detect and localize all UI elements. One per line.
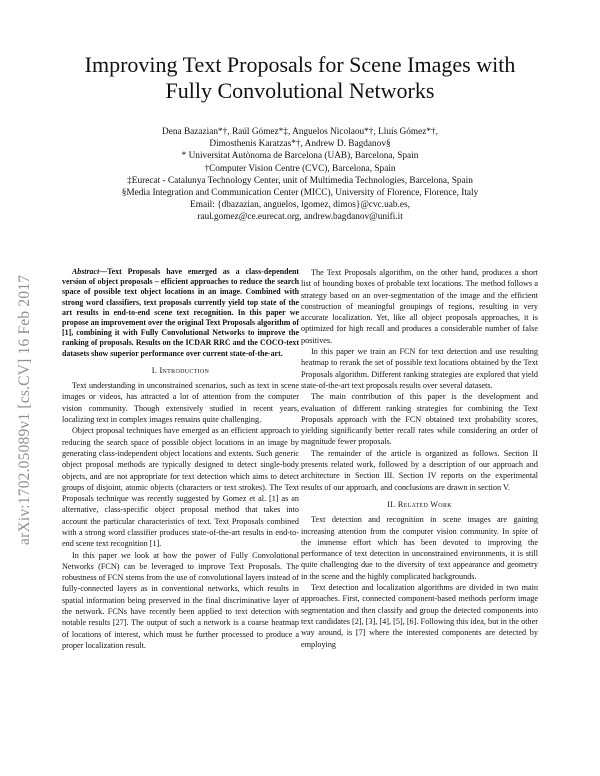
authors-line-2: Dimosthenis Karatzas*†, Andrew D. Bagdanov§ (209, 139, 391, 150)
email-line-1: Email: {dbazazian, anguelos, lgomez, dimos}@cvc.uab.es, (190, 200, 410, 211)
left-column (62, 267, 299, 651)
title-line-2: Fully Convolutional Networks (165, 78, 435, 103)
author-affiliation-block (100, 126, 500, 224)
intro-paragraph-3: In this paper we look at how the power of Fully Convolutional Networks (FCN) can be leveraged to improve Text Proposals. The robustness of FCN stems from the use of convolutional layers instead of fully-connected layers as in conventional networks, which results in spatial information being preserved in the final discriminative layer of the network. FCNs have recently been applied to text detection with notable results [27]. The output of such a network is a coarse heatmap of locations of interest, which must be further processed to produce a proper localization result. (62, 550, 299, 650)
affiliation-uab: * Universitat Autònoma de Barcelona (UAB), Barcelona, Spain (181, 151, 419, 162)
affiliation-micc: §Media Integration and Communication Center (MICC), University of Florence, Florence, Italy (121, 188, 479, 199)
email-line-2: raul.gomez@ce.eurecat.org, andrew.bagdanov@unifi.it (197, 212, 403, 223)
arxiv-identifier-stamp: arXiv:1702.05089v1 [cs.CV] 16 Feb 2017 (16, 274, 33, 545)
affiliation-cvc: †Computer Vision Centre (CVC), Barcelona, Spain (204, 163, 396, 174)
abstract-label: Abstract (72, 267, 100, 276)
intro-paragraph-2: Object proposal techniques have emerged as an efficient approach to reducing the search space of possible object locations in an image by generating class-independent object locations and extents. Such generic object proposal methods are typically designed to detect single-body objects, and are not appropriate for text detection which aims to detect groups of disjoint, atomic objects (characters or text strokes). The Text Proposals technique was recently suggested by Gomez et al. [1] as an alternative, class-specific object proposal method that takes into account the particular characteristics of text. Text Proposals combined with a strong word classifier produces state-of-the-art results in end-to-end scene text recognition [1]. (62, 426, 299, 549)
abstract (62, 267, 299, 359)
title-line-1: Improving Text Proposals for Scene Images with (84, 52, 516, 77)
right-column (301, 267, 538, 650)
intro-paragraph-4: The Text Proposals algorithm, on the other hand, produces a short list of bounding boxes of probable text locations. The method follows a strategy based on an over-segmentation of the image and the efficient construction of meaningful groupings of regions, resulting in very accurate localization. Yet, like all object proposals approaches, it is optimized for high recall and produces a considerable number of false positives. (301, 268, 538, 345)
related-paragraph-1: Text detection and recognition in scene images are gaining increasing attention from the computer vision community. In spite of the immense effort which has been devoted to improving the performance of text detection in unconstrained environments, it is still quite challenging due to the diversity of text appearance and geometry in the scene and the highly complicated backgrounds. (301, 515, 538, 581)
abstract-text: —Text Proposals have emerged as a class-dependent version of object proposals – efficient approaches to reduce the search space of possible text object locations in an image. Combined with strong word classifiers, text proposals currently yield top state of the art results in end-to-end scene text recognition. In this paper we propose an improvement over the original Text Proposals algorithm of [1], combining it with Fully Convolutional Networks to improve the ranking of proposals. Results on the ICDAR RRC and the COCO-text datasets show superior performance over current state-of-the-art. (62, 267, 299, 358)
intro-paragraph-1: Text understanding in unconstrained scenarios, such as text in scene images or videos, has attracted a lot of attention from the computer vision community. Though extensively studied in recent years, localizing text in complex images remains quite challenging. (62, 381, 299, 425)
section-heading-related-work: II. Related Work (387, 499, 452, 509)
section-heading-introduction: I. Introduction (151, 365, 210, 375)
affiliation-eurecat: ‡Eurecat - Catalunya Technology Center, unit of Multimedia Technologies, Barcelona, Spain (127, 175, 473, 186)
related-paragraph-2: Text detection and localization algorithms are divided in two main approaches. First, connected component-based methods perform image segmentation and then classify and group the detected components into text candidates [2], [3], [4], [5], [6]. Following this idea, but in the other way around, is [7] where the interested components are detected by employing (301, 583, 538, 649)
paper-title (60, 52, 540, 104)
intro-paragraph-5: In this paper we train an FCN for text detection and use resulting heatmap to rerank the set of possible text locations obtained by the Text Proposals algorithm. Different ranking strategies are explored that yield state-of-the-art text proposals results over several datasets. (301, 347, 538, 390)
intro-paragraph-6: The main contribution of this paper is the development and evaluation of different ranking strategies for combining the Text Proposals approach with the FCN obtained text probability scores, yielding significantly better recall rates while considering an order of magnitude fewer proposals. (301, 392, 538, 447)
authors-line-1: Dena Bazazian*†, Raúl Gómez*‡, Anguelos Nicolaou*†, Lluís Gómez*†, (162, 127, 438, 137)
intro-paragraph-7: The remainder of the article is organized as follows. Section II presents related work, followed by a description of our approach and architecture in Section III. Section IV reports on the experimental results of our approach, and conclusions are drawn in section V. (301, 448, 538, 492)
